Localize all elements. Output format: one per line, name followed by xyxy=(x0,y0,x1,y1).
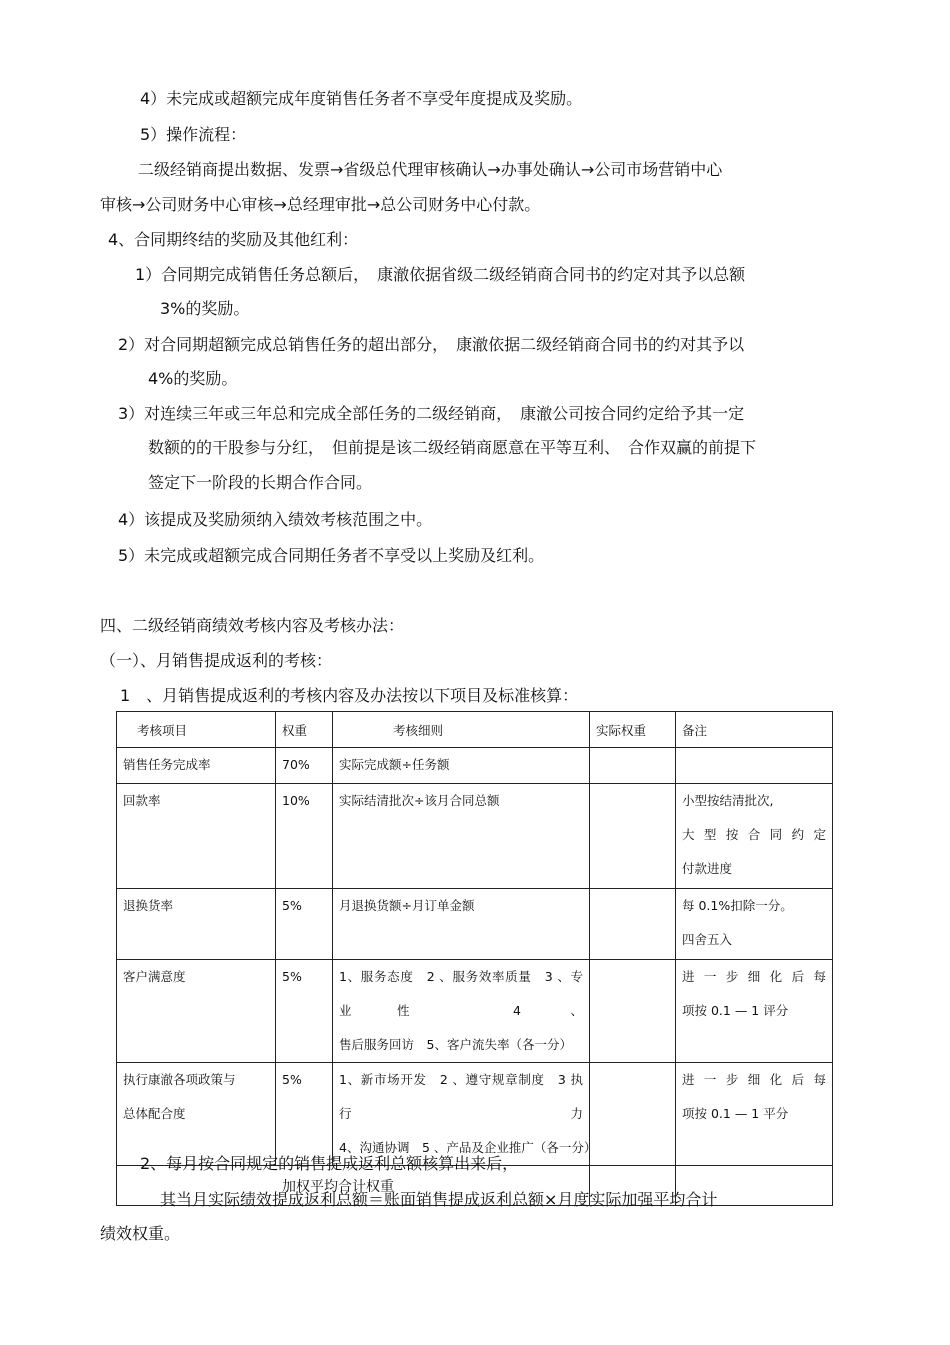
section-four-heading: 四、二级经销商绩效考核内容及考核办法： xyxy=(100,616,405,635)
section4-p4: 4）该提成及奖励须纳入绩效考核范围之中。 xyxy=(118,510,433,529)
row-note: 进一步细化后每 xyxy=(682,1072,826,1087)
row-rule: 实际完成额÷任务额 xyxy=(339,757,450,772)
section4-p5: 5）未完成或超额完成合同期任务者不享受以上奖励及红利。 xyxy=(118,546,545,565)
row-rule: 实际结清批次÷该月合同总额 xyxy=(339,793,500,808)
header-note: 备注 xyxy=(676,712,833,748)
header-weight: 权重 xyxy=(276,712,333,748)
flow-line-2: 审核→公司财务中心审核→总经理审批→总公司财务中心付款。 xyxy=(100,195,541,214)
row-note: 大型按合同约定 xyxy=(682,827,826,842)
assessment-table xyxy=(116,711,833,1206)
section4-p3-line3: 签定下一阶段的长期合作合同。 xyxy=(148,473,373,492)
section4-p2-line1: 2）对合同期超额完成总销售任务的超出部分， 康澈依据二级经销商合同书的约对其予以 xyxy=(118,335,745,354)
section-four-item1: 1 、月销售提成返利的考核内容及办法按以下项目及标准核算： xyxy=(120,686,579,705)
row-note: 项按 0.1 — 1 平分 xyxy=(682,1106,789,1121)
row-rule: 月退换货额÷月订单金额 xyxy=(339,898,475,913)
header-rule: 考核细则 xyxy=(333,712,590,748)
row-item: 销售任务完成率 xyxy=(123,757,211,772)
total-label: 加权平均合计权重 xyxy=(117,1166,590,1206)
section4-p1-line2: 3%的奖励。 xyxy=(160,299,250,318)
table-header-row xyxy=(117,712,833,748)
row-weight: 10% xyxy=(282,793,310,808)
row-actual-weight xyxy=(590,960,676,1063)
section4-p3-line2: 数额的的干股参与分红， 但前提是该二级经销商愿意在平等互利、 合作双赢的前提下 xyxy=(148,438,757,457)
row-actual-weight xyxy=(590,784,676,889)
header-item: 考核项目 xyxy=(117,712,276,748)
flow-line-1: 二级经销商提出数据、发票→省级总代理审核确认→办事处确认→公司市场营销中心 xyxy=(138,160,723,179)
row-note: 小型按结清批次, xyxy=(682,793,774,808)
row-actual-weight xyxy=(590,889,676,960)
table-row xyxy=(117,1063,833,1166)
row-note: 每 0.1%扣除一分。 xyxy=(682,898,793,913)
section4-p2-line2: 4%的奖励。 xyxy=(148,369,238,388)
section4-p3-line1: 3）对连续三年或三年总和完成全部任务的二级经销商， 康澈公司按合同约定给予其一定 xyxy=(118,404,745,423)
section-four-sub1: （一）、月销售提成返利的考核： xyxy=(100,651,333,670)
para-item4: 4）未完成或超额完成年度销售任务者不享受年度提成及奖励。 xyxy=(140,89,583,108)
row-actual-weight xyxy=(590,748,676,784)
row-weight: 5% xyxy=(282,898,302,913)
row-item: 客户满意度 xyxy=(123,969,186,984)
closing-item2: 2、每月按合同规定的销售提成返利总额核算出来后， xyxy=(140,1154,519,1173)
row-rule: 4、沟通协调 5 、产品及企业推广（各一分） xyxy=(339,1140,597,1155)
row-rule: 售后服务回访 5、客户流失率（各一分） xyxy=(339,1037,572,1052)
row-weight: 5% xyxy=(282,1072,302,1087)
row-rule: 1、服务态度 2 、服务效率质量 3 、专业性 4 、 xyxy=(339,969,583,1018)
para-item5: 5）操作流程： xyxy=(140,125,247,144)
row-item: 回款率 xyxy=(123,793,161,808)
section4-heading: 4、合同期终结的奖励及其他红利： xyxy=(108,230,359,249)
row-actual-weight xyxy=(590,1063,676,1166)
row-rule: 1、新市场开发 2 、遵守规章制度 3 执行力 xyxy=(339,1072,583,1121)
row-item: 总体配合度 xyxy=(123,1106,186,1121)
row-note: 项按 0.1 — 1 评分 xyxy=(682,1003,789,1018)
closing-formula-line2: 绩效权重。 xyxy=(100,1224,181,1243)
section4-p1-line1: 1）合同期完成销售任务总额后， 康澈依据省级二级经销商合同书的约定对其予以总额 xyxy=(135,265,746,284)
closing-formula-line1: 其当月实际绩效提成返利总额＝账面销售提成返利总额×月度实际加强平均合计 xyxy=(160,1190,718,1209)
row-note: 四舍五入 xyxy=(682,932,733,947)
header-actual-weight: 实际权重 xyxy=(590,712,676,748)
table-row xyxy=(117,784,833,889)
row-note: 进一步细化后每 xyxy=(682,969,826,984)
row-note: 付款进度 xyxy=(682,861,733,876)
row-note xyxy=(676,748,833,784)
row-weight: 5% xyxy=(282,969,302,984)
table-row xyxy=(117,748,833,784)
table-row xyxy=(117,889,833,960)
row-weight: 70% xyxy=(282,757,310,772)
row-item: 执行康澈各项政策与 xyxy=(123,1072,236,1087)
table-row xyxy=(117,960,833,1063)
row-item: 退换货率 xyxy=(123,898,174,913)
